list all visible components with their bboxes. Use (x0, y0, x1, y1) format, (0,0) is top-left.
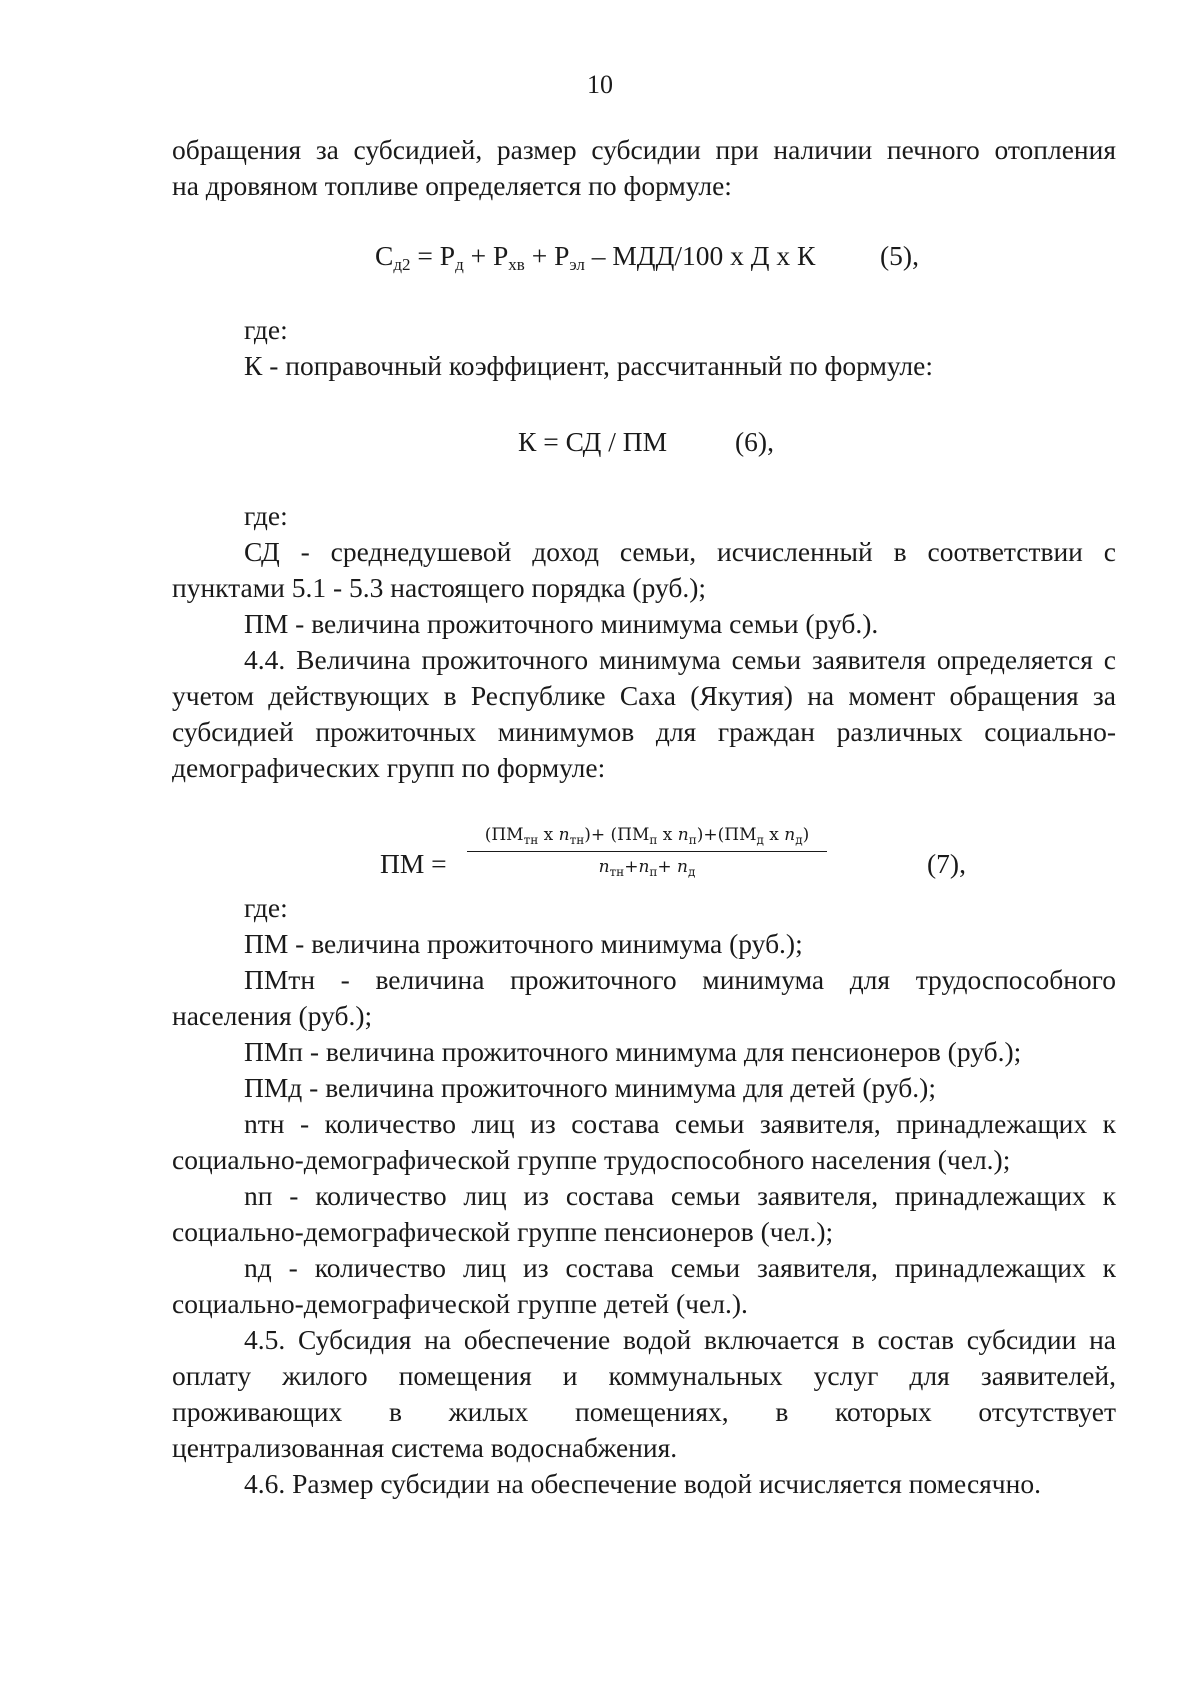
formula-6: К = СД / ПМ (518, 426, 668, 457)
text-line: проживающих в жилых помещениях, в которых отсутствует (172, 1396, 1116, 1427)
text-line: ПМтн - величина прожиточного минимума для трудоспособного (244, 964, 1116, 995)
text-line: оплату жилого помещения и коммунальных услуг для заявителей, (172, 1360, 1116, 1391)
text-line: демографических групп по формуле: (172, 752, 606, 783)
text-line: социально-демографической группе детей (чел.). (172, 1288, 748, 1319)
def-pm: ПМ - величина прожиточного минимума (руб.); (244, 928, 803, 959)
text-line: СД - среднедушевой доход семьи, исчисленный в соответствии с (244, 536, 1116, 567)
text-line: социально-демографической группе пенсионеров (чел.); (172, 1216, 834, 1247)
text-line: на дровяном топливе определяется по формуле: (172, 170, 732, 201)
text-line: nп - количество лиц из состава семьи заявителя, принадлежащих к (244, 1180, 1116, 1211)
sd-pm-block (172, 498, 1116, 786)
text-line: социально-демографической группе трудоспособного населения (чел.); (172, 1144, 1011, 1175)
formula-7-lhs: ПМ = (380, 848, 447, 879)
formula-7-fraction (467, 822, 827, 880)
fraction-bar (467, 851, 827, 852)
paragraph-4-6: 4.6. Размер субсидии на обеспечение водой исчисляется помесячно. (244, 1468, 1041, 1499)
def-pmd: ПМд - величина прожиточного минимума для детей (руб.); (244, 1072, 936, 1103)
text-line: nд - количество лиц из состава семьи заявителя, принадлежащих к (244, 1252, 1116, 1283)
where-label: где: (244, 500, 288, 531)
text-line: населения (руб.); (172, 1000, 373, 1031)
intro-paragraph (172, 132, 1116, 204)
k-definition: К - поправочный коэффициент, рассчитанный по формуле: (244, 350, 933, 381)
text-line: централизованная система водоснабжения. (172, 1432, 678, 1463)
text-line: nтн - количество лиц из состава семьи заявителя, принадлежащих к (244, 1108, 1116, 1139)
page-number: 10 (587, 70, 613, 99)
where-label: где: (244, 314, 288, 345)
definitions-block (172, 890, 1116, 1502)
def-pmp: ПМп - величина прожиточного минимума для пенсионеров (руб.); (244, 1036, 1022, 1067)
formula-7-number: (7), (927, 848, 966, 879)
where-label: где: (244, 892, 288, 923)
pm-definition: ПМ - величина прожиточного минимума семьи (руб.). (244, 608, 879, 639)
text-line: 4.4. Величина прожиточного минимума семьи заявителя определяется с (244, 644, 1116, 675)
k-definition-block (172, 312, 1116, 384)
formula-5-number: (5), (880, 240, 919, 271)
formula-5: $С_{д2} = Р_д + Р_{хв} + Р_{эл} - МДД/100$ х Д х К (375, 240, 816, 274)
fraction-denominator: $n_{тн}+n_п+ n_д$ (598, 857, 696, 879)
text-line: 4.5. Субсидия на обеспечение водой включается в состав субсидии на (244, 1324, 1116, 1355)
text-line: учетом действующих в Республике Саха (Якутия) на момент обращения за (172, 680, 1116, 711)
formula-6-number: (6), (735, 426, 774, 457)
text-line: субсидией прожиточных минимумов для граждан различных социально- (172, 716, 1116, 747)
text-line: обращения за субсидией, размер субсидии при наличии печного отопления (172, 134, 1116, 165)
fraction-numerator: ($ПМ_{тн}$ х $n_{тн})+ (ПМ_п$ х $n_п)+(ПМ_д$ х $n_д$) (484, 825, 810, 847)
text-line: пунктами 5.1 - 5.3 настоящего порядка (руб.); (172, 572, 707, 603)
